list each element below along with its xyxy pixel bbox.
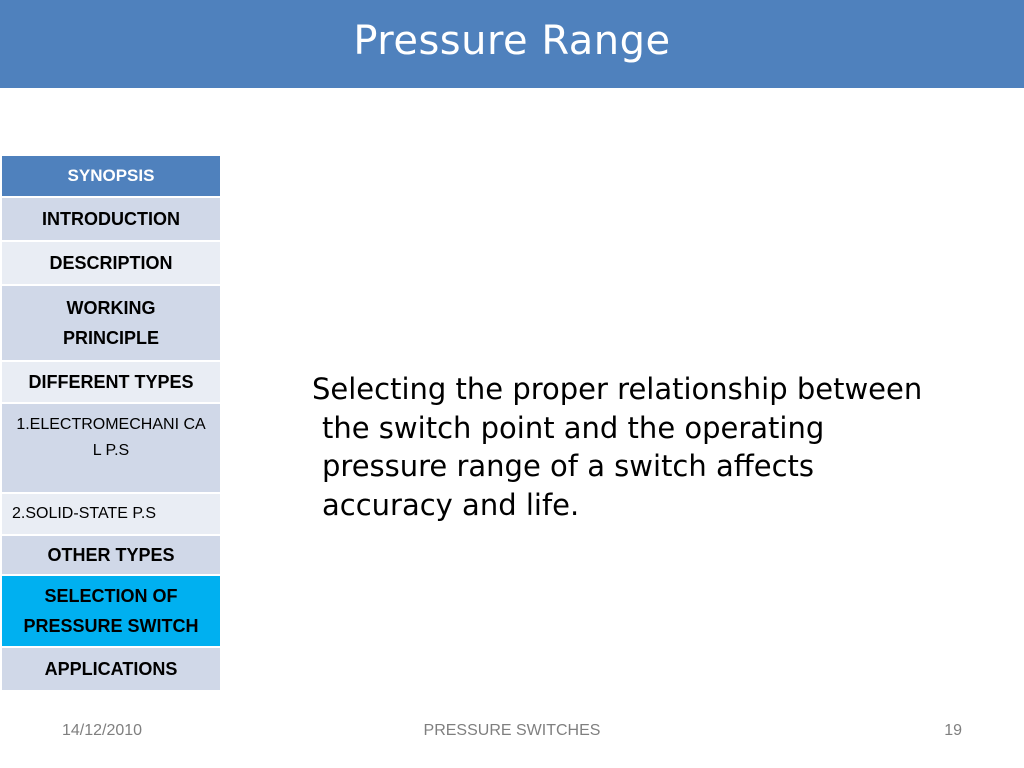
nav-item-selection-of-pressure-switch[interactable]: SELECTION OF PRESSURE SWITCH [1, 575, 221, 647]
nav-item-working-principle[interactable]: WORKING PRINCIPLE [1, 285, 221, 361]
footer-date: 14/12/2010 [62, 722, 143, 739]
nav-item-solid-state[interactable]: 2.SOLID-STATE P.S [1, 493, 221, 535]
footer-title: PRESSURE SWITCHES [423, 722, 601, 739]
nav-row-applications[interactable] [1, 647, 221, 691]
nav-row-electromechanical[interactable] [1, 403, 221, 493]
nav-item-synopsis[interactable]: SYNOPSIS [1, 155, 221, 197]
nav-row-solid-state[interactable] [1, 493, 221, 535]
nav-item-electromechanical[interactable]: 1.ELECTROMECHANI CAL P.S [1, 403, 221, 493]
body-paragraph: Selecting the proper relationship between the switch point and the operating pressure range of a switch affects accuracy and life. [312, 372, 923, 522]
footer-page-number: 19 [944, 722, 962, 739]
nav-item-introduction[interactable]: INTRODUCTION [1, 197, 221, 241]
slide-title: Pressure Range [353, 18, 671, 64]
nav-row-description[interactable] [1, 241, 221, 285]
nav-item-different-types[interactable]: DIFFERENT TYPES [1, 361, 221, 403]
nav-row-introduction[interactable] [1, 197, 221, 241]
nav-row-selection[interactable] [1, 575, 221, 647]
nav-row-working-principle[interactable] [1, 285, 221, 361]
synopsis-nav-table [0, 154, 222, 692]
nav-item-applications[interactable]: APPLICATIONS [1, 647, 221, 691]
nav-item-other-types[interactable]: OTHER TYPES [1, 535, 221, 575]
nav-row-synopsis[interactable] [1, 155, 221, 197]
nav-item-description[interactable]: DESCRIPTION [1, 241, 221, 285]
nav-row-other-types[interactable] [1, 535, 221, 575]
nav-row-different-types[interactable] [1, 361, 221, 403]
title-bar [0, 0, 1024, 88]
